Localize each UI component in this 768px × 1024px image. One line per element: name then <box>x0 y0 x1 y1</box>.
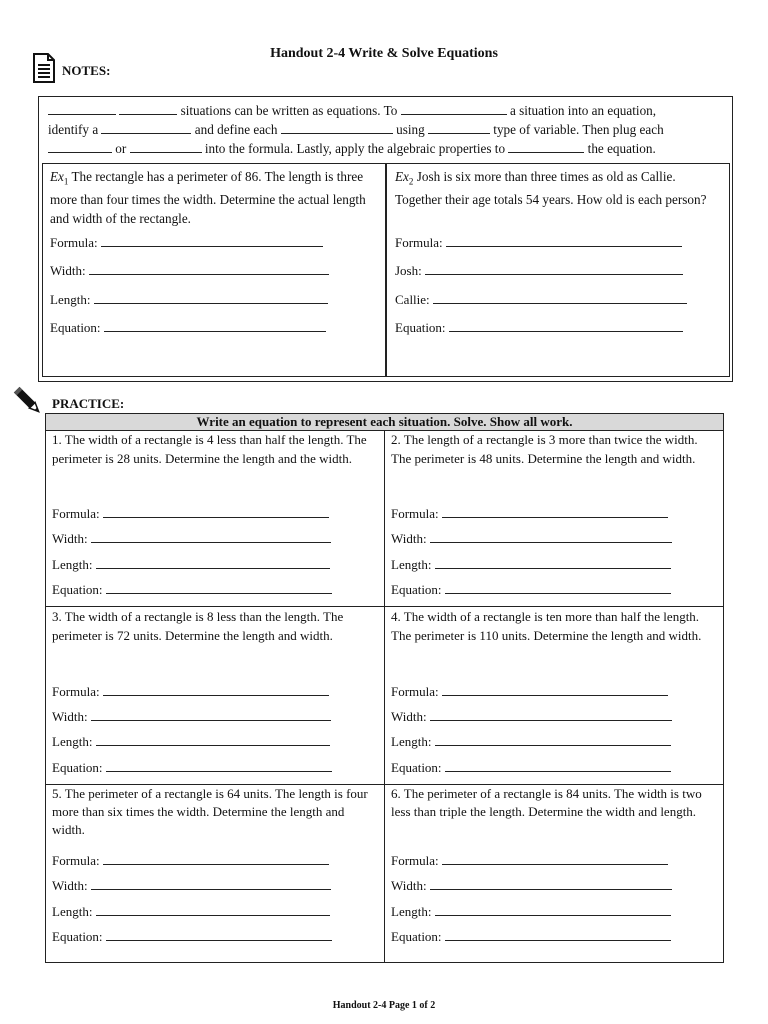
answer-field <box>391 733 671 750</box>
answer-field <box>52 556 330 573</box>
table-divider <box>384 430 385 963</box>
field-label: Formula: <box>395 235 443 250</box>
document-icon <box>33 53 55 83</box>
problem-text: 2. The length of a rectangle is 3 more than twice the width. The perimeter is 48 units. Determine the length and width. <box>391 432 698 466</box>
field-label: Equation: <box>391 582 442 597</box>
example-prefix: Ex <box>395 169 409 184</box>
answer-field <box>52 928 332 945</box>
problem-text: 6. The perimeter of a rectangle is 84 units. The width is two less than triple the length. Determine the width and length. <box>391 786 702 819</box>
example-prefix: Ex <box>50 169 64 184</box>
answer-field <box>52 581 332 598</box>
field-label: Formula: <box>391 684 439 699</box>
answer-field <box>52 708 331 725</box>
field-label: Length: <box>391 734 432 749</box>
answer-field <box>391 759 671 776</box>
answer-field <box>52 877 331 894</box>
field-label: Length: <box>52 557 93 572</box>
field-label: Formula: <box>391 506 439 521</box>
answer-field <box>52 530 331 547</box>
field-label: Width: <box>52 878 88 893</box>
answer-field <box>52 759 332 776</box>
notes-text: into the formula. Lastly, apply the algebraic properties to <box>204 141 506 156</box>
example-2-field <box>395 234 682 251</box>
answer-field <box>391 683 668 700</box>
field-label: Formula: <box>52 684 100 699</box>
example-2-field <box>395 319 683 336</box>
answer-field <box>52 903 330 920</box>
field-label: Formula: <box>50 235 98 250</box>
field-label: Equation: <box>52 929 103 944</box>
notes-text: the equation. <box>587 141 656 156</box>
field-label: Length: <box>391 904 432 919</box>
field-label: Width: <box>52 531 88 546</box>
field-label: Equation: <box>391 760 442 775</box>
practice-label: PRACTICE: <box>52 396 125 411</box>
field-label: Length: <box>52 734 93 749</box>
answer-field <box>391 530 672 547</box>
notes-text: identify a <box>48 122 99 137</box>
notes-paragraph <box>48 101 728 158</box>
answer-field <box>391 581 671 598</box>
notes-text: type of variable. Then plug each <box>493 122 664 137</box>
example-1-field <box>50 319 326 336</box>
example-2-field <box>395 262 683 279</box>
field-label: Length: <box>391 557 432 572</box>
example-2-text <box>395 168 720 210</box>
field-label: Formula: <box>391 853 439 868</box>
field-label: Equation: <box>50 320 101 335</box>
problem-text: 4. The width of a rectangle is ten more than half the length. The perimeter is 110 units. Determine the length and width. <box>391 609 702 643</box>
practice-instructions: Write an equation to represent each situation. Solve. Show all work. <box>46 414 723 431</box>
answer-field <box>391 877 672 894</box>
problem-text: 3. The width of a rectangle is 8 less than the length. The perimeter is 72 units. Determine the length and width. <box>52 609 344 643</box>
problem-text: 5. The perimeter of a rectangle is 64 units. The length is four more than six times the width. Determine the length and width. <box>52 786 368 837</box>
field-label: Callie: <box>395 292 430 307</box>
example-subscript: 1 <box>63 176 69 187</box>
example-description: Josh is six more than three times as old as Callie. Together their age totals 54 years. How old is each person? <box>395 169 707 208</box>
notes-text: or <box>115 141 127 156</box>
example-1-text <box>50 168 378 228</box>
field-label: Width: <box>391 531 427 546</box>
answer-field <box>52 733 330 750</box>
notes-label: NOTES: <box>62 63 111 78</box>
pencil-icon <box>12 384 44 418</box>
answer-field <box>391 852 668 869</box>
notes-text: situations can be written as equations. To <box>180 103 398 118</box>
problem-text: 1. The width of a rectangle is 4 less than half the length. The perimeter is 28 units. Determine the length and the width. <box>52 432 367 466</box>
field-label: Formula: <box>52 853 100 868</box>
example-1-field <box>50 291 328 308</box>
answer-field <box>52 852 329 869</box>
example-2-field <box>395 291 687 308</box>
answer-field <box>391 505 668 522</box>
example-subscript: 2 <box>408 176 414 187</box>
field-label: Length: <box>52 904 93 919</box>
notes-text: a situation into an equation, <box>509 103 657 118</box>
answer-field <box>52 505 329 522</box>
answer-field <box>391 903 671 920</box>
field-label: Width: <box>391 709 427 724</box>
answer-field <box>391 556 671 573</box>
answer-field <box>391 708 672 725</box>
page-footer: Handout 2-4 Page 1 of 2 <box>332 1000 436 1011</box>
field-label: Equation: <box>391 929 442 944</box>
field-label: Equation: <box>52 760 103 775</box>
field-label: Equation: <box>52 582 103 597</box>
notes-text: and define each <box>194 122 278 137</box>
answer-field <box>52 683 329 700</box>
notes-text: using <box>396 122 425 137</box>
field-label: Josh: <box>395 263 422 278</box>
example-1-field <box>50 262 329 279</box>
field-label: Width: <box>50 263 86 278</box>
page-title: Handout 2-4 Write & Solve Equations <box>270 46 498 61</box>
field-label: Width: <box>52 709 88 724</box>
example-description: The rectangle has a perimeter of 86. The length is three more than four times the width. Determine the actual length and width of the rectangle. <box>50 169 366 226</box>
example-1-field <box>50 234 323 251</box>
field-label: Equation: <box>395 320 446 335</box>
field-label: Width: <box>391 878 427 893</box>
answer-field <box>391 928 671 945</box>
field-label: Length: <box>50 292 91 307</box>
field-label: Formula: <box>52 506 100 521</box>
